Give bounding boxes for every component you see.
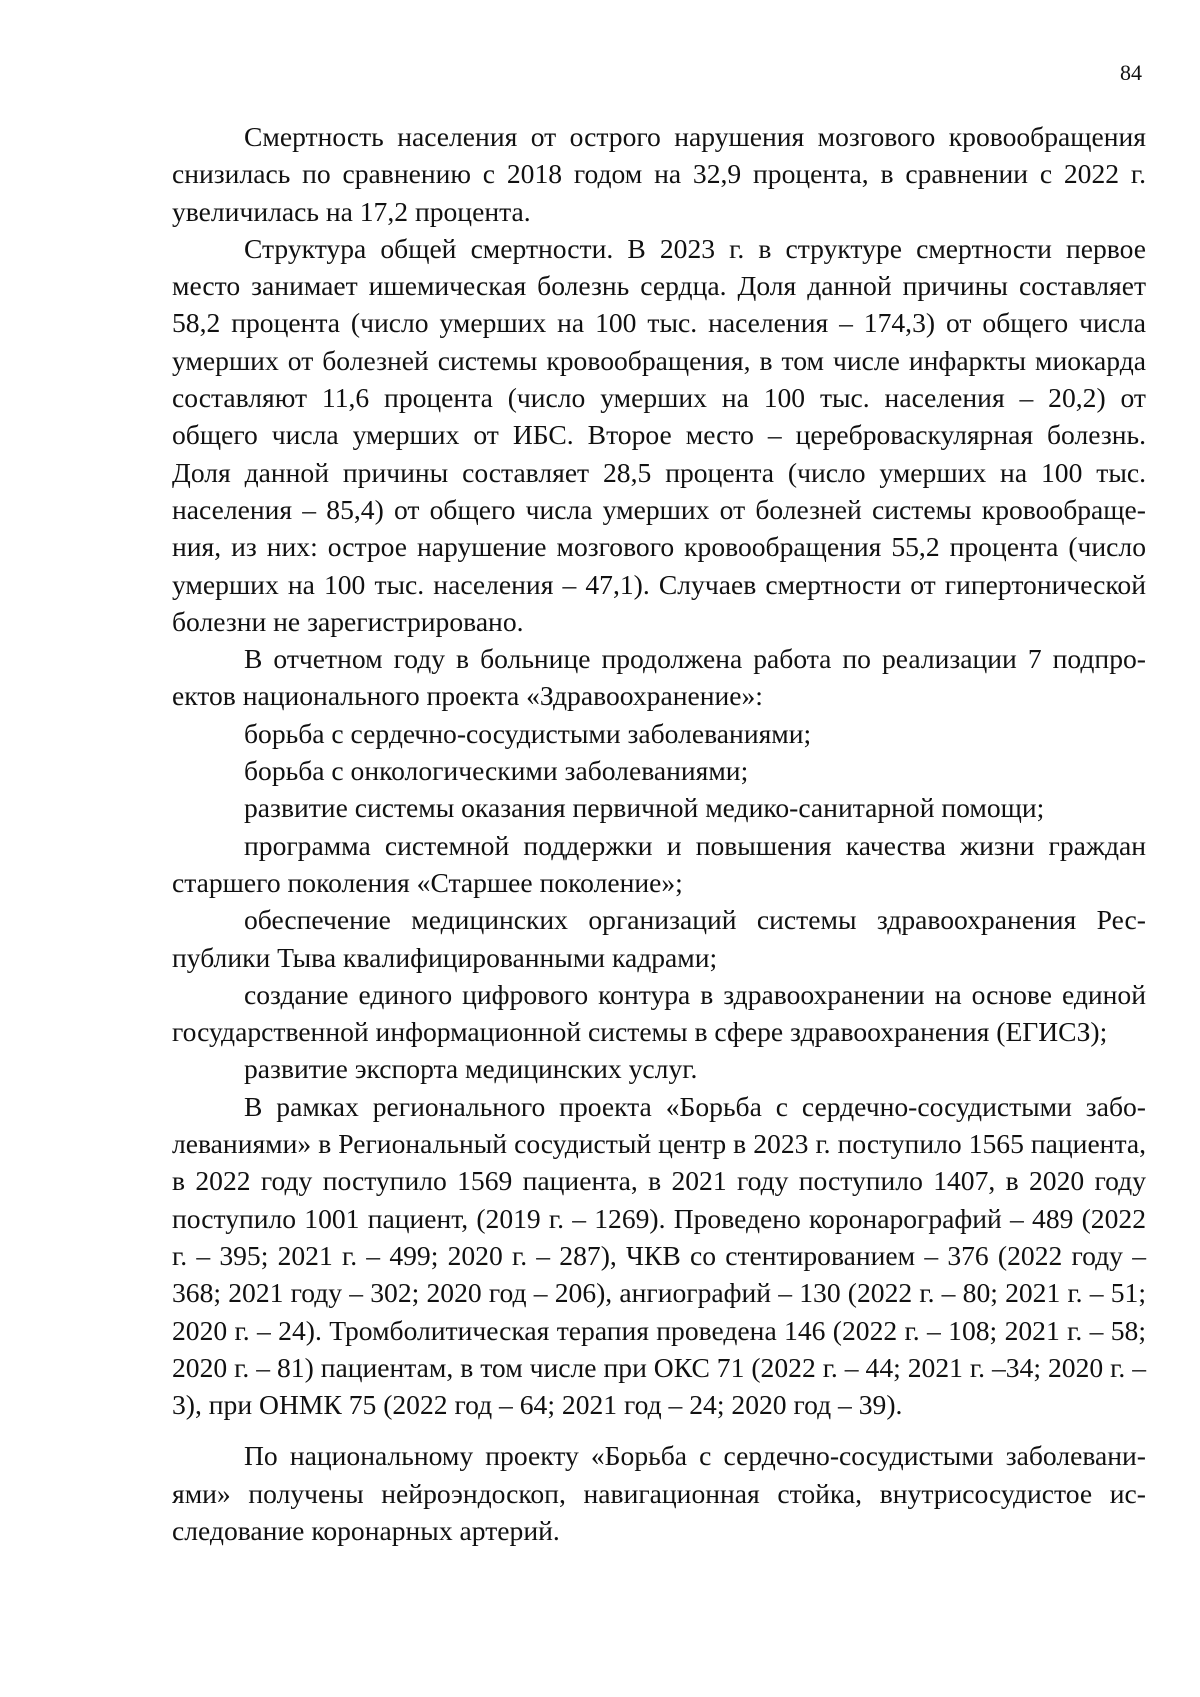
paragraph-mortality-structure: Структура общей смертности. В 2023 г. в структуре смертности первое место занимает ишемическая болезнь сердца. Доля данной причины составляет 58,2 процента (число умерших на 100 тыс. населения – 174,3) от общего числа умерших от болезней системы кровообращения, в том числе инфаркты миокарда составляют 11,6 процента (число умерших на 100 тыс. населения – 20,2) от общего числа умерших от ИБС. Второе место – цереброваскулярная болезнь. Доля данной причины составляет 28,5 процента (число умерших на 100 тыс. населения – 85,4) от общего числа умерших от болезней системы кровообращения, из них: острое нарушение мозгового кровообращения 55,2 процента (число умерших на 100 тыс. населения – 47,1). Случаев смертности от гипертонической болезни не зарегистрировано. <box>172 232 1146 637</box>
list-item-digital-circuit: создание единого цифрового контура в здравоохранении на основе единой государственной информационной системы в сфере здравоохранения (ЕГИСЗ); <box>172 978 1146 1048</box>
paragraph-equipment-received: По национальному проекту «Борьба с сердечно-сосудистыми заболеваниями» получены нейроэндоскоп, навигационная стойка, внутрисосудистое исследование коронарных артерий. <box>172 1440 1146 1546</box>
list-item-oncology: борьба с онкологическими заболеваниями; <box>244 755 749 787</box>
page-number: 84 <box>1120 60 1142 85</box>
list-item-older-generation: программа системной поддержки и повышения качества жизни граждан старшего поколения «Старшее поколение»; <box>172 829 1146 898</box>
paragraph-regional-vascular-center: В рамках регионального проекта «Борьба с сердечно-сосудистыми заболеваниями» в Региональный сосудистый центр в 2023 г. поступило 1565 пациента, в 2022 году поступило 1569 пациента, в 2021 году поступило 1407, в 2020 году поступило 1001 пациент, (2019 г. – 1269). Проведено коронарографий – 489 (2022 г. – 395; 2021 г. – 499; 2020 г. – 287), ЧКВ со стентированием – 376 (2022 году – 368; 2021 году – 302; 2020 год – 206), ангиографий – 130 (2022 г. – 80; 2021 г. – 51; 2020 г. – 24). Тромболитическая терапия проведена 146 (2022 г. – 108; 2021 г. – 58; 2020 г. – 81) пациентам, в том числе при ОКС 71 (2022 г. – 44; 2021 г. –34; 2020 г. – 3), при ОНМК 75 (2022 год – 64; 2021 год – 24; 2020 год – 39). <box>172 1090 1146 1421</box>
body-text <box>172 118 1146 1549</box>
paragraph-national-project-intro: В отчетном году в больнице продолжена работа по реализации 7 подпроектов национального проекта «Здравоохранение»: <box>172 643 1146 712</box>
list-item-export: развитие экспорта медицинских услуг. <box>244 1053 698 1085</box>
list-item-primary-care: развитие системы оказания первичной медико-санитарной помощи; <box>244 792 1045 824</box>
paragraph-stroke-mortality: Смертность населения от острого нарушения мозгового кровообращения снизилась по сравнению с 2018 годом на 32,9 процента, в сравнении с 2022 г. увеличилась на 17,2 процента. <box>172 121 1146 227</box>
list-item-cardiovascular: борьба с сердечно-сосудистыми заболеваниями; <box>244 717 812 749</box>
list-item-staffing: обеспечение медицинских организаций системы здравоохранения Республики Тыва квалифицированными кадрами; <box>172 904 1146 973</box>
